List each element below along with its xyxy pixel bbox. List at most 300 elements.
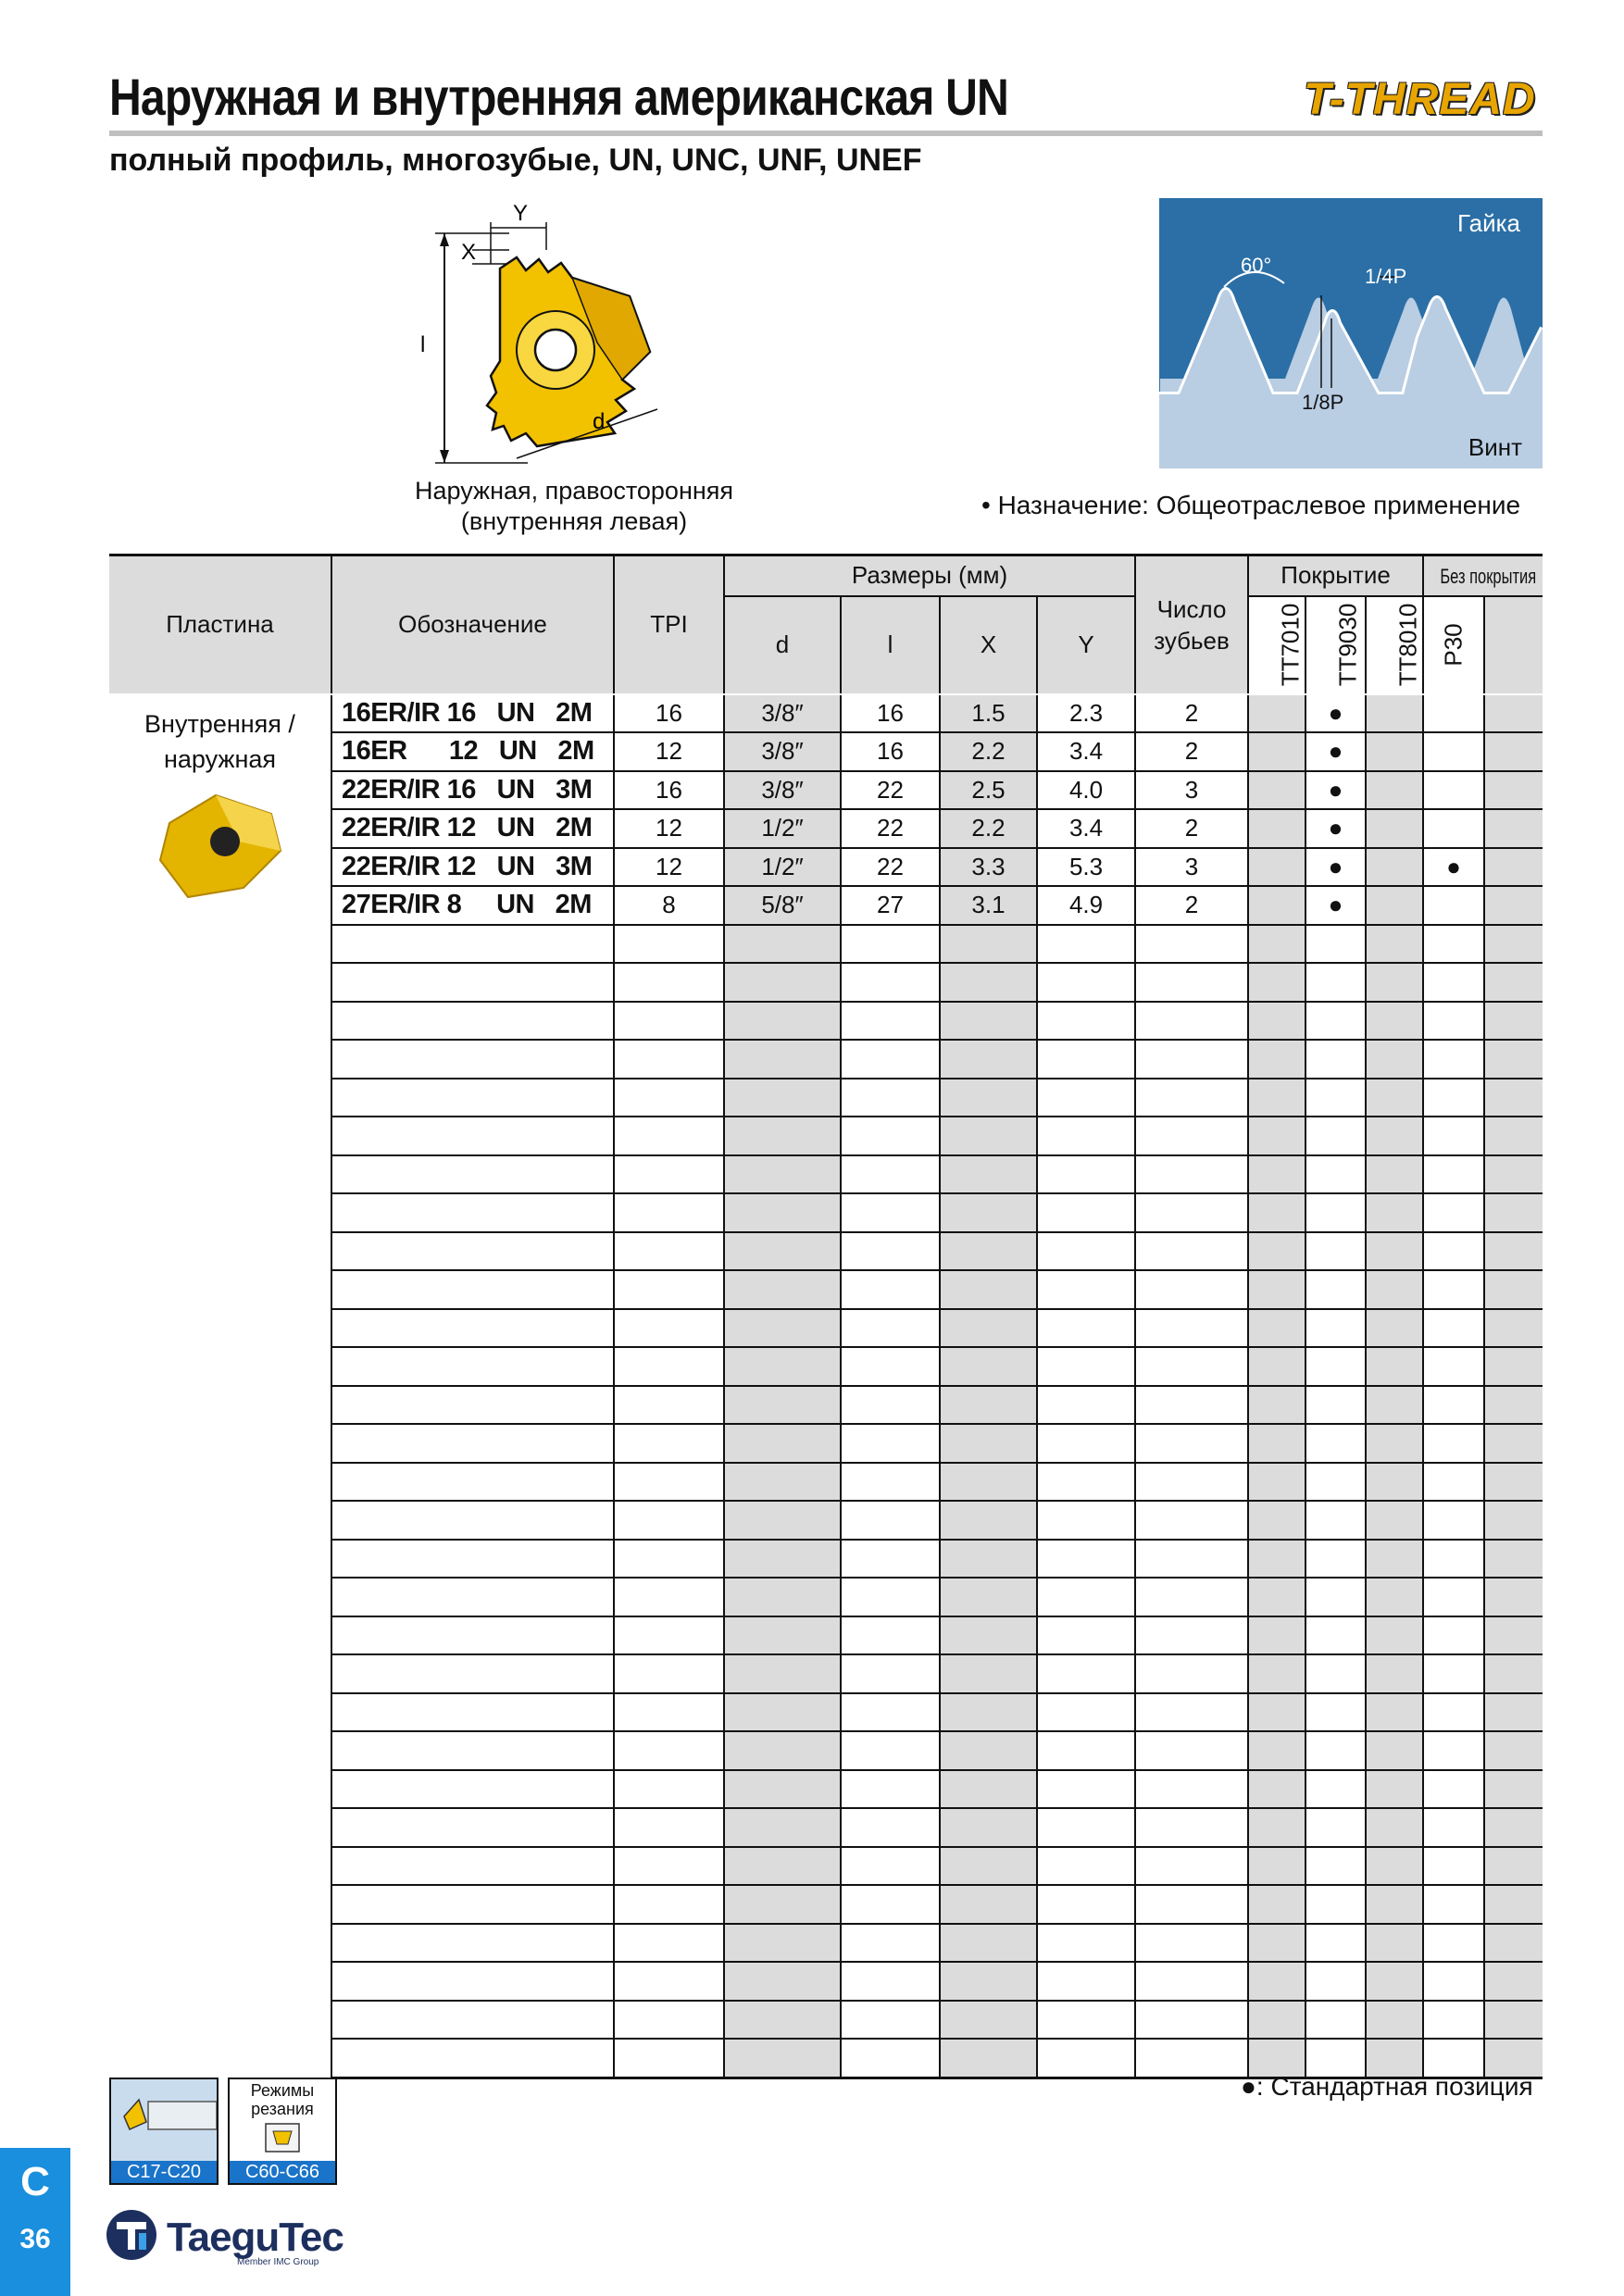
section-tab (0, 2148, 70, 2296)
p30-cell (1423, 771, 1484, 810)
spacer-cell (1484, 1002, 1543, 1041)
header-dim-d: d (724, 596, 841, 694)
y-cell (1037, 963, 1135, 1002)
y-cell (1037, 1117, 1135, 1155)
tt7010-cell (1248, 1924, 1305, 1963)
nav-cutting-range: C60-C66 (230, 2161, 335, 2183)
angle-label: 60° (1241, 254, 1272, 277)
d-cell: 3/8″ (724, 694, 841, 733)
page-number: 36 (19, 2224, 51, 2254)
legend: ●: Стандартная позиция (1241, 2072, 1533, 2101)
designation-cell (331, 1193, 614, 1232)
tpi-cell: 12 (614, 809, 724, 848)
dim-d-label: d (593, 409, 606, 434)
l-cell: 22 (841, 809, 940, 848)
header-teeth-line2: зубьев (1154, 626, 1230, 655)
p30-cell (1423, 1270, 1484, 1309)
tt9030-cell (1305, 1616, 1366, 1655)
spacer-cell (1484, 809, 1543, 848)
tpi-cell: 16 (614, 771, 724, 810)
teeth-cell (1135, 1386, 1248, 1425)
d-cell (724, 1386, 841, 1425)
y-cell (1037, 1079, 1135, 1117)
header-grade-tt8010 (1366, 596, 1423, 694)
designation-cell (331, 1654, 614, 1693)
y-cell (1037, 1924, 1135, 1963)
tt9030-cell (1305, 1693, 1366, 1732)
y-cell (1037, 1002, 1135, 1041)
tt8010-cell (1366, 1424, 1423, 1463)
tt9030-cell: ● (1305, 694, 1366, 733)
y-cell (1037, 925, 1135, 964)
d-cell (724, 925, 841, 964)
p30-cell (1423, 1693, 1484, 1732)
p30-cell (1423, 1463, 1484, 1502)
tt7010-cell (1248, 1847, 1305, 1886)
tt7010-cell (1248, 1117, 1305, 1155)
y-cell (1037, 1693, 1135, 1732)
tt8010-cell (1366, 1155, 1423, 1194)
p30-cell (1423, 1501, 1484, 1540)
x-cell (940, 1654, 1037, 1693)
x-cell (940, 1501, 1037, 1540)
d-cell (724, 1731, 841, 1770)
tt8010-cell (1366, 1885, 1423, 1924)
l-cell (841, 1808, 940, 1847)
y-cell: 5.3 (1037, 848, 1135, 887)
x-cell (940, 963, 1037, 1002)
teeth-cell (1135, 1270, 1248, 1309)
grade-p30-label: P30 (1439, 623, 1468, 667)
insert-caption (370, 476, 778, 537)
d-cell (724, 2039, 841, 2078)
page-title: Наружная и внутренняя американская UN (109, 68, 1008, 126)
l-cell (841, 1193, 940, 1232)
spacer-cell (1484, 1654, 1543, 1693)
l-cell (841, 1847, 940, 1886)
l-cell (841, 1616, 940, 1655)
header-insert: Пластина (109, 555, 331, 694)
tpi-cell (614, 1693, 724, 1732)
spacer-cell (1484, 1578, 1543, 1616)
x-cell (940, 2001, 1037, 2040)
designation-cell (331, 1309, 614, 1348)
tt8010-cell (1366, 809, 1423, 848)
tt9030-cell: ● (1305, 771, 1366, 810)
tpi-cell (614, 1654, 724, 1693)
tt8010-cell (1366, 1347, 1423, 1386)
designation-cell: 22ER/IR 12 UN 3M (331, 848, 614, 887)
x-cell: 2.2 (940, 732, 1037, 771)
teeth-cell (1135, 1770, 1248, 1809)
tt9030-cell (1305, 1731, 1366, 1770)
x-cell (940, 1424, 1037, 1463)
d-cell (724, 1002, 841, 1041)
tt7010-cell (1248, 809, 1305, 848)
tt7010-cell (1248, 1540, 1305, 1578)
insert-caption-line2: (внутренняя левая) (460, 507, 688, 535)
teeth-cell (1135, 1808, 1248, 1847)
nav-holders-link[interactable] (109, 2078, 219, 2185)
tt9030-cell (1305, 1309, 1366, 1348)
designation-cell (331, 1770, 614, 1809)
y-cell (1037, 1808, 1135, 1847)
tt9030-cell: ● (1305, 809, 1366, 848)
d-cell (724, 1347, 841, 1386)
tt8010-cell (1366, 1616, 1423, 1655)
designation-cell (331, 1424, 614, 1463)
spacer-cell (1484, 963, 1543, 1002)
tt7010-cell (1248, 1002, 1305, 1041)
tt8010-cell (1366, 1693, 1423, 1732)
teeth-cell (1135, 1847, 1248, 1886)
teeth-cell (1135, 1155, 1248, 1194)
spacer-cell (1484, 1731, 1543, 1770)
teeth-cell (1135, 1578, 1248, 1616)
thread-profile-diagram (1159, 198, 1543, 468)
dim-x-label: X (461, 240, 477, 265)
x-cell: 2.2 (940, 809, 1037, 848)
l-cell (841, 1002, 940, 1041)
x-cell (940, 925, 1037, 964)
tt8010-cell (1366, 1501, 1423, 1540)
tt9030-cell (1305, 925, 1366, 964)
x-cell (940, 1847, 1037, 1886)
insert-caption-line1: Наружная, правосторонняя (414, 477, 734, 505)
insert-type-cell (109, 694, 331, 2078)
spacer-cell (1484, 1770, 1543, 1809)
tt8010-cell (1366, 1808, 1423, 1847)
y-cell (1037, 1847, 1135, 1886)
purpose-note: • Назначение: Общеотраслевое применение (981, 491, 1521, 519)
teeth-cell: 3 (1135, 848, 1248, 887)
d-cell (724, 1770, 841, 1809)
insert-type-line1: Внутренняя / (144, 709, 295, 738)
y-cell: 4.0 (1037, 771, 1135, 810)
p30-cell (1423, 1079, 1484, 1117)
d-cell: 1/2″ (724, 809, 841, 848)
company-tagline: Member IMC Group (237, 2257, 319, 2267)
tpi-cell: 12 (614, 848, 724, 887)
company-name: TaeguTec (167, 2215, 344, 2260)
dim-l-label: l (420, 332, 426, 357)
spacer-cell (1484, 1193, 1543, 1232)
tpi-cell (614, 1309, 724, 1348)
spacer-cell (1484, 1962, 1543, 2001)
tt8010-cell (1366, 1193, 1423, 1232)
y-cell: 2.3 (1037, 694, 1135, 733)
l-cell (841, 1578, 940, 1616)
d-cell: 3/8″ (724, 732, 841, 771)
d-cell (724, 1540, 841, 1578)
y-cell (1037, 1270, 1135, 1309)
x-cell: 1.5 (940, 694, 1037, 733)
designation-cell (331, 1924, 614, 1963)
p30-cell (1423, 1309, 1484, 1348)
p30-cell (1423, 1616, 1484, 1655)
tpi-cell (614, 2039, 724, 2078)
tt9030-cell (1305, 1270, 1366, 1309)
spacer-cell (1484, 1117, 1543, 1155)
teeth-cell (1135, 1040, 1248, 1079)
x-cell: 3.3 (940, 848, 1037, 887)
spacer-cell (1484, 1885, 1543, 1924)
designation-cell (331, 1962, 614, 2001)
designation-cell: 22ER/IR 12 UN 2M (331, 809, 614, 848)
teeth-cell (1135, 1117, 1248, 1155)
tt8010-cell (1366, 1002, 1423, 1041)
teeth-cell (1135, 1193, 1248, 1232)
l-cell (841, 1463, 940, 1502)
tpi-cell: 12 (614, 732, 724, 771)
tpi-cell: 16 (614, 694, 724, 733)
holder-icon (111, 2079, 217, 2161)
teeth-cell (1135, 1924, 1248, 1963)
header-rule (109, 131, 1543, 136)
p30-cell (1423, 1962, 1484, 2001)
spacer-cell (1484, 1347, 1543, 1386)
tpi-cell (614, 1770, 724, 1809)
tt9030-cell (1305, 1386, 1366, 1425)
tt8010-cell (1366, 771, 1423, 810)
d-cell: 5/8″ (724, 886, 841, 925)
p30-cell (1423, 886, 1484, 925)
designation-cell (331, 1847, 614, 1886)
teeth-cell (1135, 1654, 1248, 1693)
tpi-cell (614, 1808, 724, 1847)
p30-cell (1423, 694, 1484, 733)
tt7010-cell (1248, 732, 1305, 771)
spacer-cell (1484, 1386, 1543, 1425)
p30-cell (1423, 1578, 1484, 1616)
tt9030-cell (1305, 1885, 1366, 1924)
l-cell (841, 2001, 940, 2040)
p30-cell (1423, 732, 1484, 771)
tt7010-cell (1248, 886, 1305, 925)
designation-cell (331, 1808, 614, 1847)
tpi-cell (614, 1079, 724, 1117)
d-cell (724, 1847, 841, 1886)
tt7010-cell (1248, 1962, 1305, 2001)
header-coating: Покрытие (1248, 555, 1423, 596)
l-cell (841, 1885, 940, 1924)
x-cell (940, 2039, 1037, 2078)
nav-cutting-label-line2: резания (251, 2100, 314, 2118)
designation-cell (331, 1270, 614, 1309)
tpi-cell (614, 1117, 724, 1155)
tt7010-cell (1248, 1578, 1305, 1616)
y-cell (1037, 2039, 1135, 2078)
designation-cell (331, 925, 614, 964)
tpi-cell (614, 1885, 724, 1924)
tt7010-cell (1248, 1616, 1305, 1655)
y-cell (1037, 1424, 1135, 1463)
spacer-cell (1484, 1424, 1543, 1463)
l-cell (841, 1270, 940, 1309)
designation-cell (331, 1616, 614, 1655)
d-cell (724, 1309, 841, 1348)
l-cell (841, 1386, 940, 1425)
designation-cell (331, 1040, 614, 1079)
tt9030-cell (1305, 1654, 1366, 1693)
tpi-cell: 8 (614, 886, 724, 925)
p30-cell (1423, 1117, 1484, 1155)
spacer-cell (1484, 1924, 1543, 1963)
grade-tt8010-label: TT8010 (1393, 603, 1422, 687)
x-cell (940, 1924, 1037, 1963)
spacer-cell (1484, 1040, 1543, 1079)
tt7010-cell (1248, 1463, 1305, 1502)
p30-cell (1423, 1924, 1484, 1963)
teeth-cell (1135, 1002, 1248, 1041)
d-cell (724, 1424, 841, 1463)
p30-cell (1423, 1040, 1484, 1079)
spacer-cell (1484, 848, 1543, 887)
spacer-cell (1484, 1309, 1543, 1348)
grade-tt9030-label: TT9030 (1333, 603, 1362, 687)
y-cell (1037, 1501, 1135, 1540)
teeth-cell (1135, 1347, 1248, 1386)
tt9030-cell (1305, 1808, 1366, 1847)
p30-cell (1423, 2001, 1484, 2040)
tpi-cell (614, 1578, 724, 1616)
tpi-cell (614, 1193, 724, 1232)
x-cell (940, 1463, 1037, 1502)
tpi-cell (614, 1924, 724, 1963)
tt9030-cell (1305, 1232, 1366, 1271)
l-cell (841, 1501, 940, 1540)
y-cell (1037, 1040, 1135, 1079)
p30-cell (1423, 1731, 1484, 1770)
header-dim-l: l (841, 596, 940, 694)
header-grade-tt9030 (1305, 596, 1366, 694)
y-cell: 3.4 (1037, 732, 1135, 771)
teeth-cell: 2 (1135, 809, 1248, 848)
taegutec-logo-icon (104, 2207, 159, 2263)
designation-cell (331, 1540, 614, 1578)
p30-cell (1423, 1347, 1484, 1386)
spacer-cell (1484, 1155, 1543, 1194)
l-cell (841, 1540, 940, 1578)
l-cell (841, 1654, 940, 1693)
d-cell (724, 1578, 841, 1616)
header-no-coating-label: Без покрытия (1440, 565, 1537, 589)
designation-cell: 16ER 12 UN 2M (331, 732, 614, 771)
p30-cell (1423, 1424, 1484, 1463)
teeth-cell (1135, 1424, 1248, 1463)
y-cell (1037, 1578, 1135, 1616)
tt8010-cell (1366, 1770, 1423, 1809)
tt8010-cell (1366, 1924, 1423, 1963)
y-cell (1037, 1155, 1135, 1194)
d-cell (724, 963, 841, 1002)
tt9030-cell (1305, 1463, 1366, 1502)
teeth-cell (1135, 963, 1248, 1002)
tt8010-cell (1366, 1117, 1423, 1155)
tt7010-cell (1248, 2001, 1305, 2040)
designation-cell: 27ER/IR 8 UN 2M (331, 886, 614, 925)
tt9030-cell (1305, 1578, 1366, 1616)
x-cell (940, 1885, 1037, 1924)
l-cell (841, 1309, 940, 1348)
tpi-cell (614, 1847, 724, 1886)
x-cell (940, 1155, 1037, 1194)
teeth-cell (1135, 2001, 1248, 2040)
p30-cell (1423, 1386, 1484, 1425)
tt7010-cell (1248, 1386, 1305, 1425)
designation-cell (331, 2001, 614, 2040)
spacer-cell (1484, 1232, 1543, 1271)
tt9030-cell (1305, 1193, 1366, 1232)
l-cell: 22 (841, 771, 940, 810)
p30-cell (1423, 809, 1484, 848)
tt9030-cell (1305, 1847, 1366, 1886)
tt7010-cell (1248, 1770, 1305, 1809)
tt8010-cell (1366, 848, 1423, 887)
l-cell (841, 1962, 940, 2001)
tpi-cell (614, 1232, 724, 1271)
designation-cell (331, 1117, 614, 1155)
p30-cell (1423, 1654, 1484, 1693)
tt8010-cell (1366, 1232, 1423, 1271)
tt9030-cell (1305, 1079, 1366, 1117)
l-cell (841, 1040, 940, 1079)
y-cell (1037, 1309, 1135, 1348)
designation-cell (331, 1386, 614, 1425)
header-tpi: TPI (614, 555, 724, 694)
nav-cutting-label (230, 2081, 335, 2118)
designation-cell (331, 1693, 614, 1732)
insert-drawing (407, 194, 722, 472)
tt7010-cell (1248, 1193, 1305, 1232)
tt9030-cell (1305, 1770, 1366, 1809)
x-cell (940, 1270, 1037, 1309)
x-cell (940, 1040, 1037, 1079)
designation-cell (331, 1347, 614, 1386)
p30-cell (1423, 1885, 1484, 1924)
y-cell (1037, 1654, 1135, 1693)
tt9030-cell (1305, 963, 1366, 1002)
l-cell (841, 1079, 940, 1117)
x-cell (940, 1232, 1037, 1271)
page-subtitle: полный профиль, многозубые, UN, UNC, UNF, UNEF (109, 143, 922, 178)
tpi-cell (614, 1155, 724, 1194)
tpi-cell (614, 1347, 724, 1386)
designation-cell (331, 1232, 614, 1271)
x-cell (940, 1962, 1037, 2001)
spacer-cell (1484, 1847, 1543, 1886)
tpi-cell (614, 2001, 724, 2040)
x-cell (940, 1808, 1037, 1847)
teeth-cell (1135, 1079, 1248, 1117)
eighth-pitch-label: 1/8P (1302, 391, 1344, 414)
d-cell (724, 1232, 841, 1271)
tt9030-cell (1305, 1540, 1366, 1578)
y-cell (1037, 1463, 1135, 1502)
nav-cutting-label-line1: Режимы (250, 2081, 315, 2100)
tt8010-cell (1366, 963, 1423, 1002)
tt9030-cell: ● (1305, 848, 1366, 887)
tt7010-cell (1248, 1079, 1305, 1117)
l-cell (841, 963, 940, 1002)
tt7010-cell (1248, 694, 1305, 733)
y-cell: 3.4 (1037, 809, 1135, 848)
header-grade-spacer (1484, 596, 1543, 694)
x-cell (940, 1079, 1037, 1117)
nav-cutting-data-link[interactable] (228, 2078, 337, 2185)
brand-logo: T-THREAD (1304, 75, 1536, 124)
tt9030-cell: ● (1305, 886, 1366, 925)
